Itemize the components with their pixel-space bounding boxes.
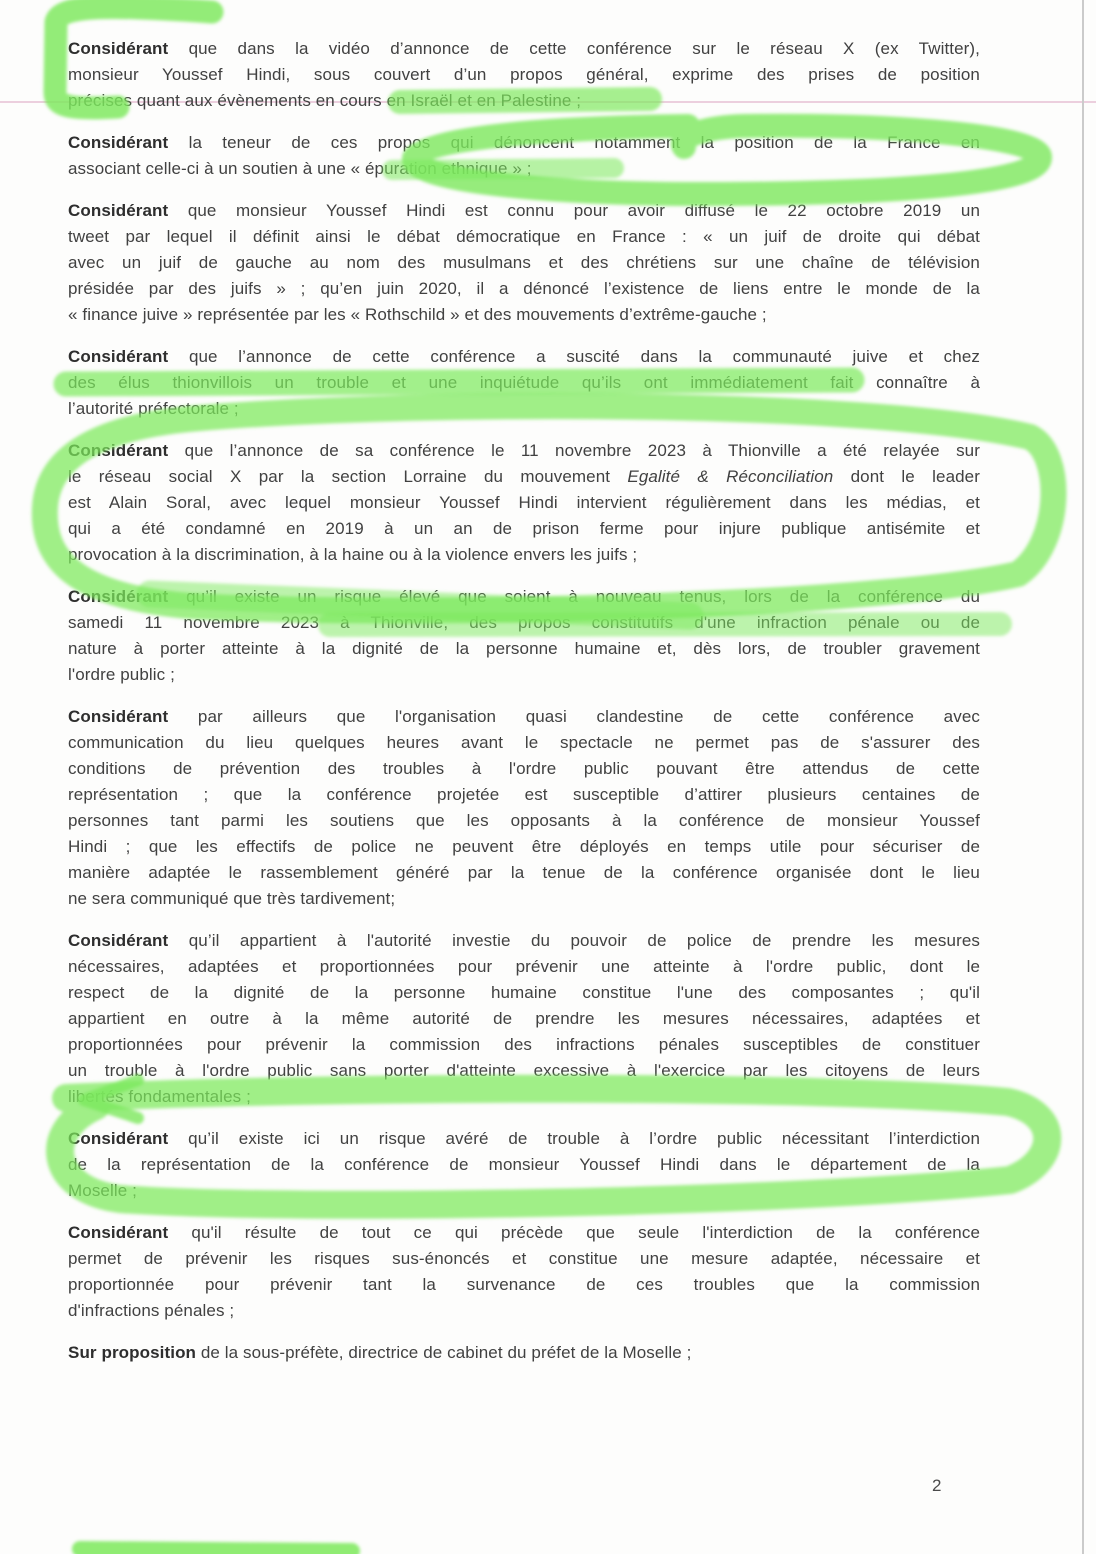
text-line: manière adaptée le rassemblement généré par la tenue de la conférence organisée dont le lieu — [68, 863, 980, 882]
paragraph-lead: Considérant — [68, 1129, 169, 1148]
text-line: nature à porter atteinte à la dignité de la personne humaine et, dès lors, de troubler gravement — [68, 639, 980, 658]
text-line: nécessaires, adaptées et proportionnées pour prévenir une atteinte à l'ordre public, dont le — [68, 957, 980, 976]
text-line: respect de la dignité de la personne humaine constitue l'une des composantes ; qu'il — [68, 983, 980, 1002]
paragraph — [68, 1340, 980, 1366]
text-line: Considérant que l’annonce de sa conférence le 11 novembre 2023 à Thionville a été relayée sur — [68, 441, 980, 460]
paragraph — [68, 584, 980, 688]
text-line: présidée par des juifs » ; qu’en juin 2020, il a dénoncé l’existence de liens entre le monde de la — [68, 279, 980, 298]
paragraph — [68, 928, 980, 1110]
text-line: libertés fondamentales ; — [68, 1087, 251, 1106]
text-line: Considérant que monsieur Youssef Hindi est connu pour avoir diffusé le 22 octobre 2019 un — [68, 201, 980, 220]
text-line: Hindi ; que les effectifs de police ne peuvent être déployés en temps utile pour sécuriser de — [68, 837, 980, 856]
text-line: associant celle-ci à un soutien à une « épuration ethnique » ; — [68, 159, 532, 178]
paragraph — [68, 344, 980, 422]
text-line: permet de prévenir les risques sus-énoncés et constitue une mesure adaptée, nécessaire et — [68, 1249, 980, 1268]
paragraph-lead: Considérant — [68, 441, 169, 460]
text-line: personnes tant parmi les soutiens que les opposants à la conférence de monsieur Youssef — [68, 811, 980, 830]
paragraph — [68, 130, 980, 182]
paragraph — [68, 704, 980, 912]
text-line: Considérant que l’annonce de cette conférence a suscité dans la communauté juive et chez — [68, 347, 980, 366]
document-body — [68, 36, 980, 1382]
paragraph-lead: Considérant — [68, 1223, 169, 1242]
text-line: Moselle ; — [68, 1181, 137, 1200]
paragraph — [68, 1220, 980, 1324]
text-line: proportionnée pour prévenir tant la survenance de ces troubles que la commission — [68, 1275, 980, 1294]
paragraph-lead: Considérant — [68, 39, 169, 58]
text-line: l’autorité préfectorale ; — [68, 399, 239, 418]
text-line: des élus thionvillois un trouble et une inquiétude qu’ils ont immédiatement fait connaître à — [68, 373, 980, 392]
paragraph-lead: Considérant — [68, 707, 169, 726]
page-edge-scan-line — [1082, 0, 1084, 1554]
paragraph — [68, 198, 980, 328]
text-line: de la représentation de la conférence de monsieur Youssef Hindi dans le département de la — [68, 1155, 980, 1174]
text-line: conditions de prévention des troubles à l'ordre public pouvant être attendus de cette — [68, 759, 980, 778]
text-line: Sur proposition de la sous-préfète, directrice de cabinet du préfet de la Moselle ; — [68, 1343, 692, 1362]
text-line: appartient en outre à la même autorité de prendre les mesures nécessaires, adaptées et — [68, 1009, 980, 1028]
paragraph-lead: Considérant — [68, 587, 169, 606]
text-line: le réseau social X par la section Lorraine du mouvement Egalité & Réconciliation dont le leader — [68, 467, 981, 486]
paragraph — [68, 36, 980, 114]
text-line: un trouble à l'ordre public sans porter d'atteinte excessive à l'exercice par les citoyens de leurs — [68, 1061, 980, 1080]
bottom-edge-marker-streak — [80, 1549, 352, 1551]
text-line: Considérant qu’il existe ici un risque avéré de trouble à l’ordre public nécessitant l’interdiction — [68, 1129, 981, 1148]
paragraph-lead: Sur proposition — [68, 1343, 197, 1362]
text-line: « finance juive » représentée par les « Rothschild » et des mouvements d’extrême-gauche ; — [68, 305, 767, 324]
text-line: l'ordre public ; — [68, 665, 175, 684]
text-line: d'infractions pénales ; — [68, 1301, 235, 1320]
text-line: monsieur Youssef Hindi, sous couvert d’un propos général, exprime des prises de position — [68, 65, 980, 84]
text-line: précises quant aux évènements en cours en Israël et en Palestine ; — [68, 91, 582, 110]
text-line: tweet par lequel il définit ainsi le débat démocratique en France : « un juif de droite qui débat — [68, 227, 980, 246]
paragraph-lead: Considérant — [68, 133, 169, 152]
paragraph — [68, 438, 980, 568]
text-line: qui a été condamné en 2019 à un an de prison ferme pour injure publique antisémite et — [68, 519, 980, 538]
paragraph — [68, 1126, 980, 1204]
text-line: Considérant la teneur de ces propos qui dénoncent notamment la position de la France en — [68, 133, 980, 152]
page-number: 2 — [932, 1476, 942, 1495]
text-line: samedi 11 novembre 2023 à Thionville, des propos constitutifs d'une infraction pénale ou de — [68, 613, 980, 632]
text-line: est Alain Soral, avec lequel monsieur Youssef Hindi intervient régulièrement dans les médias, et — [68, 493, 980, 512]
text-line: communication du lieu quelques heures avant le spectacle ne permet pas de s'assurer des — [68, 733, 980, 752]
text-line: représentation ; que la conférence projetée est susceptible d’attirer plusieurs centaines de — [68, 785, 980, 804]
text-line: Considérant qu’il appartient à l'autorité investie du pouvoir de police de prendre les mesures — [68, 931, 980, 950]
text-line: avec un juif de gauche au nom des musulmans et des chrétiens sur une chaîne de télévision — [68, 253, 980, 272]
paragraph-lead: Considérant — [68, 347, 169, 366]
text-line: Considérant que dans la vidéo d’annonce de cette conférence sur le réseau X (ex Twitter), — [68, 39, 980, 58]
text-line: Considérant par ailleurs que l'organisation quasi clandestine de cette conférence avec — [68, 707, 980, 726]
text-line: provocation à la discrimination, à la haine ou à la violence envers les juifs ; — [68, 545, 638, 564]
text-line: proportionnées pour prévenir la commission des infractions pénales susceptibles de constituer — [68, 1035, 980, 1054]
text-line: Considérant qu’il existe un risque élevé que soient à nouveau tenus, lors de la conférence du — [68, 587, 981, 606]
text-line: Considérant qu'il résulte de tout ce qui précède que seule l'interdiction de la conférence — [68, 1223, 980, 1242]
paragraph-lead: Considérant — [68, 931, 169, 950]
paragraph-lead: Considérant — [68, 201, 169, 220]
text-line: ne sera communiqué que très tardivement; — [68, 889, 396, 908]
